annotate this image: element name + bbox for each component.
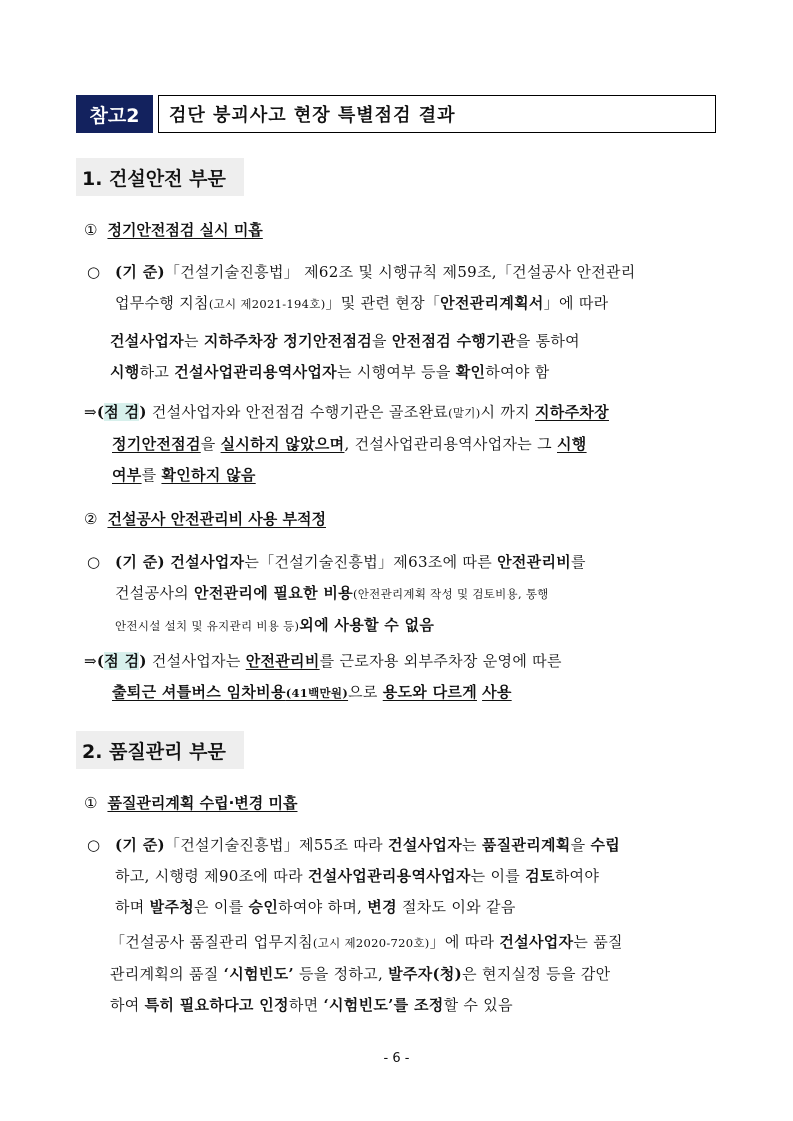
subheading-regular-safety-inspection xyxy=(84,219,263,240)
line: 하고, 시행령 제90조에 따라 건설사업관리용역사업자는 이를 검토하여야 xyxy=(115,867,600,885)
arrow-icon: ⇒ xyxy=(84,403,97,421)
standard-paragraph-1 xyxy=(87,257,636,320)
circle-bullet: ○ xyxy=(87,553,101,571)
line: ⇒(점 검) 건설사업자와 안전점검 수행기관은 골조완료(말기)시 까지 지하주차장 xyxy=(84,403,609,421)
standard-paragraph-2 xyxy=(110,326,580,388)
circle-bullet: ○ xyxy=(87,263,101,281)
line: 건설사업자는 지하주차장 정기안전점검을 안전점검 수행기관을 통하여 xyxy=(110,332,580,350)
document-title: 검단 붕괴사고 현장 특별점검 결과 xyxy=(158,95,716,133)
line: 건설공사의 안전관리에 필요한 비용(안전관리계획 작성 및 검토비용, 통행 xyxy=(115,584,549,602)
item-number: ② xyxy=(84,510,98,528)
line: 업무수행 지침(고시 제2021-194호)」및 관련 현장「안전관리계획서」에 따라 xyxy=(115,294,609,312)
line: 하며 발주청은 이를 승인하여야 하며, 변경 절차도 이와 같음 xyxy=(115,898,516,916)
item-number: ① xyxy=(84,794,98,812)
line: 하여 특히 필요하다고 인정하면 ‘시험빈도’를 조정할 수 있음 xyxy=(110,996,513,1014)
subheading-quality-plan xyxy=(84,792,297,813)
document-title-box xyxy=(76,95,716,133)
line: ○ (기 준)「건설기술진흥법」 제62조 및 시행규칙 제59조,「건설공사 안전관리 xyxy=(87,257,636,288)
section-heading-quality-management: 2. 품질관리 부문 xyxy=(76,731,244,769)
guideline-paragraph xyxy=(110,927,623,1021)
reference-badge: 참고2 xyxy=(76,95,153,133)
item-title: 정기안전점검 실시 미흡 xyxy=(107,221,263,239)
line: 정기안전점검을 실시하지 않았으며, 건설사업관리용역사업자는 그 시행 xyxy=(112,435,587,453)
line: ○ (기 준) 건설사업자는「건설기술진흥법」제63조에 따른 안전관리비를 xyxy=(87,547,586,578)
subheading-safety-cost-misuse xyxy=(84,508,326,529)
item-number: ① xyxy=(84,221,98,239)
line: 관리계획의 품질 ‘시험빈도’ 등을 정하고, 발주자(청)은 현지실정 등을 감안 xyxy=(110,965,611,983)
line: 여부를 확인하지 않음 xyxy=(112,466,256,484)
line: 출퇴근 셔틀버스 임차비용(41백만원)으로 용도와 다르게 사용 xyxy=(112,683,512,701)
circle-bullet: ○ xyxy=(87,836,101,854)
line: 안전시설 설치 및 유지관리 비용 등)외에 사용할 수 없음 xyxy=(115,616,435,634)
line: ⇒(점 검) 건설사업자는 안전관리비를 근로자용 외부주차장 운영에 따른 xyxy=(84,652,562,670)
page-number: - 6 - xyxy=(383,1051,410,1066)
standard-paragraph-4 xyxy=(87,830,620,923)
item-title: 건설공사 안전관리비 사용 부적정 xyxy=(107,510,326,528)
inspection-result-1 xyxy=(84,397,609,491)
item-title: 품질관리계획 수립·변경 미흡 xyxy=(107,794,298,812)
line: ○ (기 준)「건설기술진흥법」제55조 따라 건설사업자는 품질관리계획을 수립 xyxy=(87,830,620,861)
standard-paragraph-3 xyxy=(87,547,586,642)
arrow-icon: ⇒ xyxy=(84,652,97,670)
line: 시행하고 건설사업관리용역사업자는 시행여부 등을 확인하여야 함 xyxy=(110,363,550,381)
inspection-result-2 xyxy=(84,646,562,709)
line: 「건설공사 품질관리 업무지침(고시 제2020-720호)」에 따라 건설사업자는 품질 xyxy=(110,933,623,951)
section-heading-construction-safety: 1. 건설안전 부문 xyxy=(76,158,244,196)
